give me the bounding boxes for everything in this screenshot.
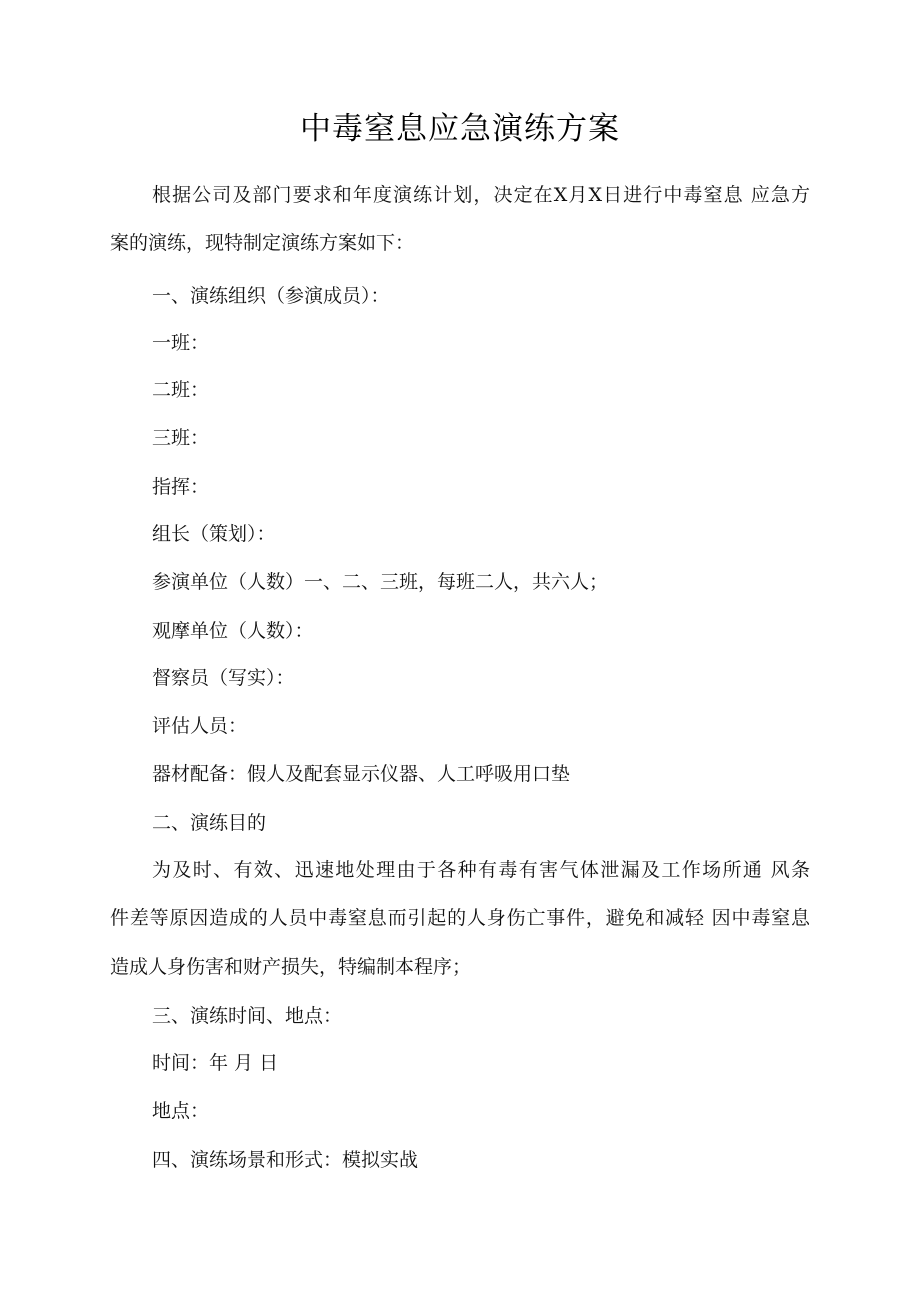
team3-label: 三班： [152, 427, 210, 449]
evaluator-label: 评估人员： [152, 715, 248, 737]
team1-label: 一班： [152, 332, 210, 354]
purpose-line-1: 为及时、有效、迅速地处理由于各种有毒有害气体泄漏及工作场所通 风条 [152, 859, 810, 881]
document-title: 中毒窒息应急演练方案 [300, 111, 620, 147]
equipment-line: 器材配备：假人及配套显示仪器、人工呼吸用口垫 [152, 763, 571, 785]
section4-heading: 四、演练场景和形式：模拟实战 [152, 1149, 419, 1171]
intro-line-2: 案的演练，现特制定演练方案如下： [110, 232, 415, 254]
purpose-line-2: 件差等原因造成的人员中毒窒息而引起的人身伤亡事件，避免和减轻 因中毒窒息 [110, 907, 810, 929]
intro-line-1: 根据公司及部门要求和年度演练计划，决定在X月X日进行中毒窒息 应急方 [152, 184, 810, 206]
section2-heading: 二、演练目的 [152, 812, 267, 834]
purpose-line-3: 造成人身伤害和财产损失，特编制本程序； [110, 956, 472, 978]
time-line: 时间：年 月 日 [152, 1052, 279, 1074]
supervisor-label: 督察员（写实）： [152, 667, 295, 689]
place-line: 地点： [152, 1100, 210, 1122]
section1-heading: 一、演练组织（参演成员）： [152, 285, 390, 307]
section3-heading: 三、演练时间、地点： [152, 1005, 343, 1027]
observers-label: 观摩单位（人数）： [152, 620, 314, 642]
team2-label: 二班： [152, 379, 210, 401]
participants-line: 参演单位（人数）一、二、三班，每班二人，共六人； [152, 571, 609, 593]
leader-label: 组长（策划）： [152, 523, 276, 545]
commander-label: 指挥： [152, 476, 210, 498]
